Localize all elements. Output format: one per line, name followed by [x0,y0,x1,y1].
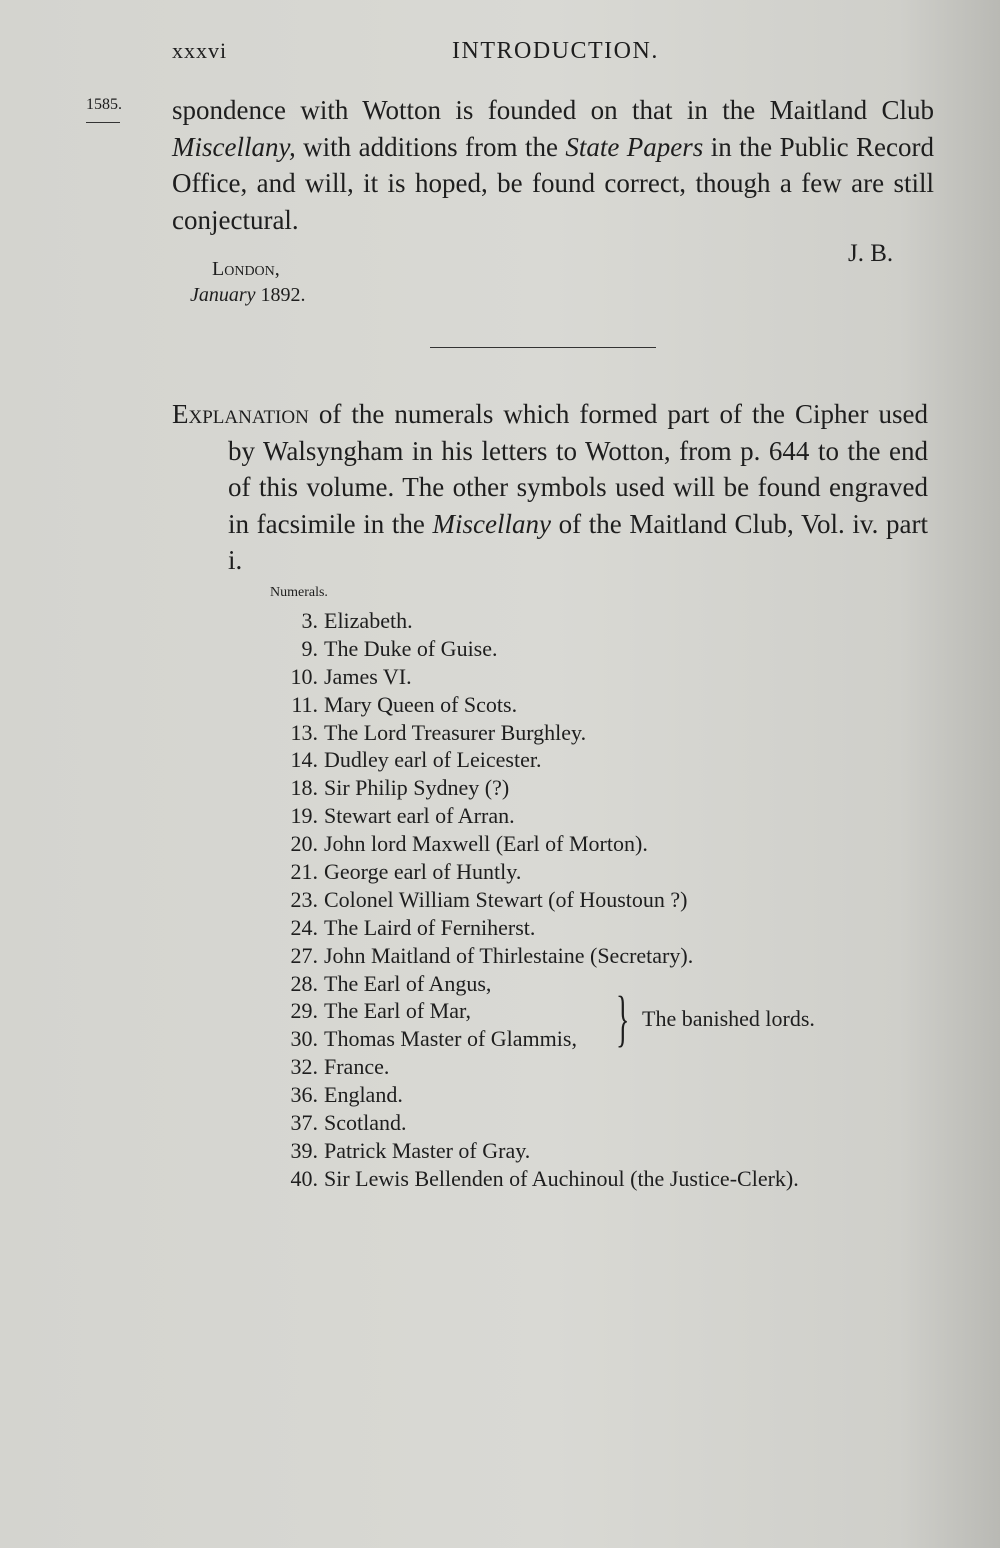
numeral: 27. [290,942,318,968]
numeral: 39. [290,1137,318,1163]
signature-date [190,284,306,307]
numeral: 40. [290,1165,318,1191]
numeral-meaning: Sir Lewis Bellenden of Auchinoul (the Justice-Clerk). [324,1165,799,1191]
list-item [272,1137,799,1165]
numeral-meaning: Elizabeth. [324,608,413,633]
opening-paragraph [172,92,934,238]
list-item [272,1081,799,1109]
numeral: 9. [301,635,318,661]
numeral-meaning: Mary Queen of Scots. [324,691,518,717]
numeral: 36. [290,1082,318,1108]
paragraph-text-1: spondence with Wotton is founded on that in the Maitland Club [172,95,934,125]
miscellany-title: Miscellany, [172,131,296,162]
numeral-meaning: Patrick Master of Gray. [324,1137,531,1163]
numeral-meaning: The Laird of Ferniherst. [324,914,536,940]
date-month: January [190,284,256,306]
list-item [272,691,799,719]
numerals-list [272,607,799,1193]
list-item [272,858,799,886]
explanation-miscellany: Miscellany [432,508,551,539]
list-item [272,663,799,691]
numeral: 3. [301,608,318,633]
list-item [272,1165,799,1193]
section-divider [430,347,656,348]
explanation-paragraph [172,396,928,579]
numeral: 23. [290,886,318,912]
numeral: 37. [290,1110,318,1136]
numeral-meaning: John Maitland of Thirlestaine (Secretary). [324,942,694,968]
numeral: 24. [290,914,318,940]
list-item [272,886,799,914]
signature-place: London, [212,258,280,280]
numeral-meaning: The Earl of Mar, [324,998,471,1024]
numeral: 10. [290,663,318,689]
numeral: 13. [290,719,318,745]
list-item [272,970,799,998]
list-item [272,830,799,858]
numeral-meaning: The Earl of Angus, [324,970,492,996]
brace-glyph: } [616,985,630,1053]
explanation-text-2: of the Maitland Club, Vol. iv. part i. [228,508,928,575]
numeral-meaning: The Duke of Guise. [324,635,498,661]
date-year: 1892. [255,284,306,306]
running-title: INTRODUCTION. [452,38,659,64]
numeral-meaning: John lord Maxwell (Earl of Morton). [324,831,648,857]
numeral-meaning: Sir Philip Sydney (?) [324,775,510,801]
list-item [272,719,799,747]
numeral: 29. [290,998,318,1024]
numeral: 19. [290,803,318,829]
numeral: 20. [290,831,318,857]
explanation-text-1: of the numerals which formed part of the Cipher used by Walsyngham in his letters to Wotton, from p. 644 to the end of this volume. The other symbols used will be found engraved in facsimile in the [228,399,928,539]
numeral: 30. [290,1026,318,1052]
explanation-lead: Explanation [172,399,309,429]
list-item [272,942,799,970]
list-item [272,1109,799,1137]
numeral: 11. [291,691,318,717]
numeral-meaning: Colonel William Stewart (of Houstoun ?) [324,886,688,912]
paragraph-text-2: with additions from the [295,131,566,162]
numeral: 28. [290,970,318,996]
paragraph-text-3: in the Public Record Office, and will, it is hoped, be found correct, though a few are still conjectural. [172,131,934,235]
state-papers-title: State Papers [565,131,704,162]
page-number: xxxvi [172,38,228,63]
numerals-heading: Numerals. [270,585,328,600]
numeral-meaning: James VI. [324,663,412,689]
numeral-meaning: Thomas Master of Glammis, [324,1026,577,1052]
numeral-meaning: Stewart earl of Arran. [324,803,515,829]
numeral-meaning: The Lord Treasurer Burghley. [324,719,587,745]
list-item [272,635,799,663]
numeral-meaning: Scotland. [324,1110,407,1136]
numeral-meaning: George earl of Huntly. [324,859,522,885]
list-item [272,914,799,942]
numeral-meaning: England. [324,1082,403,1108]
margin-year: 1585. [86,96,122,113]
numeral-meaning: France. [324,1054,390,1080]
list-item [272,746,799,774]
list-item [272,607,799,635]
numeral: 18. [290,775,318,801]
numeral: 32. [290,1054,318,1080]
margin-year-rule [86,122,120,123]
list-item [272,774,799,802]
list-item [272,802,799,830]
list-item [272,1053,799,1081]
numeral: 21. [290,859,318,885]
signature-initials: J. B. [848,240,894,267]
banished-lords-note: The banished lords. [642,1006,815,1031]
numeral-meaning: Dudley earl of Leicester. [324,747,542,773]
numeral: 14. [290,747,318,773]
